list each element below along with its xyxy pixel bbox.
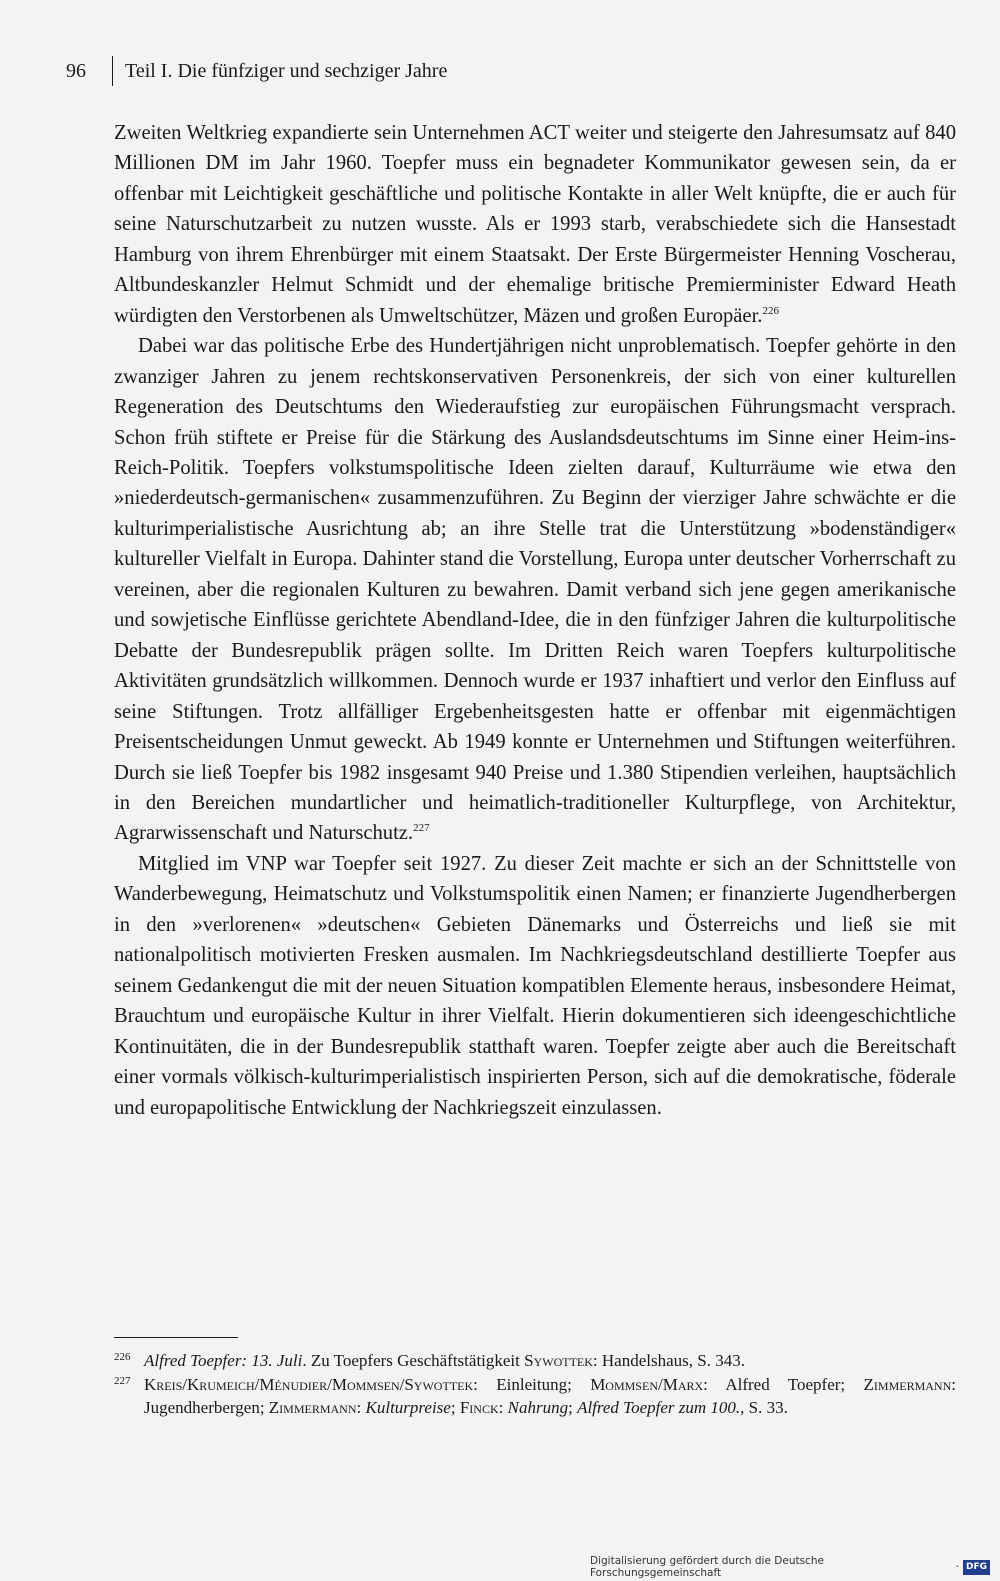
author-name: Kreis/Krumeich/Ménudier/Mommsen/Sywottek [144, 1374, 474, 1394]
footnote-segment: : [356, 1398, 366, 1417]
footnote-divider [114, 1337, 238, 1338]
footnote-text [144, 1373, 956, 1420]
footnote-segment: : Alfred Toepfer; [703, 1374, 864, 1394]
footnote-segment: , S. 33. [740, 1398, 788, 1417]
credit-separator: · [955, 1561, 959, 1573]
dfg-logo: DFG [963, 1560, 990, 1575]
author-name: Sywottek [524, 1351, 593, 1370]
page-number: 96 [66, 59, 86, 82]
footnote-segment: : [498, 1398, 508, 1417]
paragraph-text: Dabei war das politische Erbe des Hundertjährigen nicht unproblematisch. Toepfer gehörte in den zwanziger Jahren zu jenem rechtskonservativen Personenkreis, der sich von einer kulturellen Regeneration des Deutschtums den Wiederaufstieg zur europäischen Führungsmacht versprach. Schon früh stiftete er Preise für die Stärkung des Auslandsdeutschtums im Sinne einer Heim-ins-Reich-Politik. Toepfers volkstumspolitische Ideen zielten darauf, Kulturräume wie etwa den »niederdeutsch-germanischen« zusammenzuführen. Zu Beginn der vierziger Jahre schwächte er die kulturimperialistische Ausrichtung ab; an ihre Stelle trat die Unterstützung »bodenständiger« kultureller Vielfalt in Europa. Dahinter stand die Vorstellung, Europa unter deutscher Vorherrschaft zu vereinen, aber die regionalen Kulturen zu bewahren. Damit verband sich jene gegen amerikanische und sowjetische Einflüsse gerichtete Abendland-Idee, die in den fünfziger Jahren die kulturpolitische Debatte der Bundesrepublik prägen sollte. Im Dritten Reich waren Toepfers kulturpolitische Aktivitäten grundsätzlich willkommen. Dennoch wurde er 1937 inhaftiert und verlor den Einfluss auf seine Stiftungen. Trotz allfälliger Ergebenheitsgesten hatte er offenbar mit eigenmächtigen Preisentscheidungen Unmut geweckt. Ab 1949 konnte er Unternehmen und Stiftungen weiterführen. Durch sie ließ Toepfer bis 1982 insgesamt 940 Preise und 1.380 Stipendien verleihen, hauptsächlich in den Bereichen mundartlicher und heimatlich-traditioneller Kulturpflege, von Architektur, Agrarwissenschaft und Naturschutz. [114, 335, 956, 845]
work-title: Alfred Toepfer: 13. Juli [144, 1351, 303, 1370]
paragraph [114, 118, 956, 331]
footnote-226 [114, 1349, 956, 1373]
credit-text: Digitalisierung gefördert durch die Deutsche Forschungsgemeinschaft [590, 1555, 824, 1579]
author-name: Finck [459, 1398, 499, 1417]
header-divider [112, 56, 113, 86]
footnote-segment: : Handelshaus, S. 343. [592, 1351, 745, 1370]
footnote-ref[interactable]: 227 [413, 822, 430, 835]
author-name: Zimmermann [268, 1398, 357, 1417]
running-title: Teil I. Die fünfziger und sechziger Jahre [125, 59, 448, 82]
work-title: Alfred Toepfer zum 100. [577, 1398, 741, 1417]
paragraph-text: Mitglied im VNP war Toepfer seit 1927. Zu dieser Zeit machte er sich an der Schnittstelle von Wanderbewegung, Heimatschutz und Volkstumspolitik einen Namen; er finanzierte Jugendherbergen in den »verlorenen« »deutschen« Gebieten Dänemarks und Österreichs und ließ sie mit nationalpolitisch motivierten Fresken ausmalen. Im Nachkriegsdeutschland destillierte Toepfer aus seinem Gedankengut die mit der neuen Situation kompatiblen Elemente heraus, insbesondere Heimat, Brauchtum und europäische Kultur in ihrer Vielfalt. Hierin dokumentieren sich ideengeschichtliche Kontinuitäten, die in der Bundesrepublik statthaft waren. Toepfer zeigte aber auch die Bereitschaft einer vormals völkisch-kulturimperialistisch inspirierten Person, sich auf die demokratische, föderale und europapolitische Entwicklung der Nachkriegszeit einzulassen. [114, 852, 956, 1119]
footnote-number: 226 [114, 1351, 131, 1363]
footnotes [114, 1349, 956, 1420]
author-name: Zimmermann [863, 1374, 952, 1394]
footnote-text [144, 1349, 956, 1373]
running-header [66, 55, 447, 87]
work-title: Kulturpreise [365, 1398, 451, 1417]
digitization-credit [590, 1555, 990, 1579]
footnote-ref[interactable]: 226 [762, 304, 779, 317]
paragraph-text: Zweiten Weltkrieg expandierte sein Unternehmen ACT weiter und steigerte den Jahresumsatz auf 840 Millionen DM im Jahr 1960. Toepfer muss ein begnadeter Kommunikator gewesen sein, da er offenbar mit Leichtigkeit geschäftliche und politische Kontakte in aller Welt knüpfte, die er auch für seine Naturschutzarbeit zu nutzen wusste. Als er 1993 starb, verabschiedete sich die Hansestadt Hamburg von ihrem Ehrenbürger mit einem Staatsakt. Der Erste Bürgermeister Henning Voscherau, Altbundeskanzler Helmut Schmidt und der ehemalige britische Premierminister Edward Heath würdigten den Verstorbenen als Umweltschützer, Mäzen und großen Europäer. [114, 122, 956, 327]
paragraph [114, 331, 956, 849]
work-title: Nahrung [507, 1398, 569, 1417]
footnote-segment: : Einleitung; [473, 1374, 591, 1394]
footnote-segment: . Zu Toepfers Geschäftstätigkeit [302, 1351, 525, 1370]
footnote-number: 227 [114, 1374, 131, 1387]
footnote-segment: : Jugendherbergen; [144, 1374, 956, 1417]
main-text [114, 118, 956, 1123]
footnote-227 [114, 1373, 956, 1420]
footnote-segment: ; [568, 1398, 578, 1417]
footnote-segment: ; [450, 1398, 460, 1417]
author-name: Mommsen/Marx [590, 1374, 704, 1394]
paragraph [114, 849, 956, 1123]
